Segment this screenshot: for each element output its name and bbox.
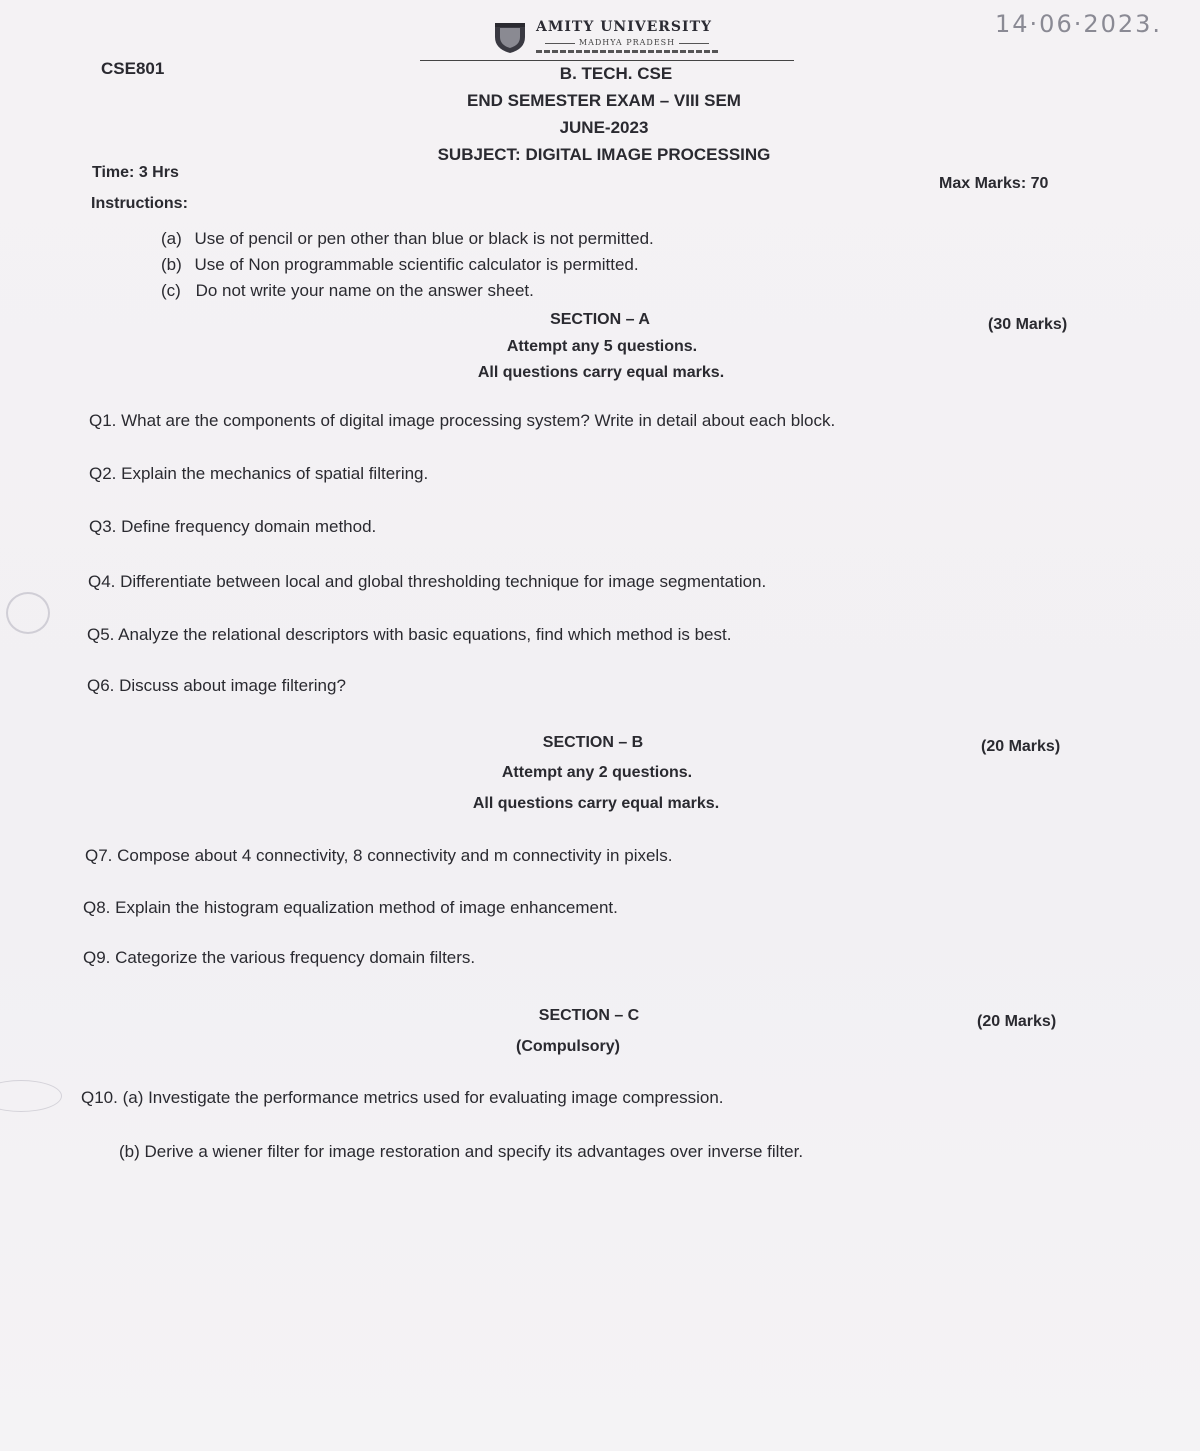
question-q10b: (b) Derive a wiener filter for image restoration and specify its advantages over inverse filter. — [119, 1142, 804, 1161]
instruction-marker: (b) — [161, 255, 182, 274]
question-q5: Q5. Analyze the relational descriptors with basic equations, find which method is best. — [87, 625, 732, 644]
question-q7: Q7. Compose about 4 connectivity, 8 connectivity and m connectivity in pixels. — [85, 846, 673, 865]
section-a-marks: (30 Marks) — [988, 316, 1068, 333]
section-c-marks: (20 Marks) — [977, 1013, 1057, 1030]
instruction-text: Use of pencil or pen other than blue or black is not permitted. — [194, 229, 654, 248]
handwritten-date: 14·06·2023. — [995, 10, 1163, 38]
section-b-note: All questions carry equal marks. — [472, 795, 720, 812]
instruction-text: Use of Non programmable scientific calculator is permitted. — [194, 255, 639, 274]
university-crest-icon — [492, 19, 528, 55]
question-q10a: Q10. (a) Investigate the performance metrics used for evaluating image compression. — [81, 1088, 724, 1107]
instruction-item — [161, 281, 534, 301]
instruction-marker: (a) — [161, 229, 182, 248]
section-c-compulsory: (Compulsory) — [516, 1038, 620, 1055]
question-q2: Q2. Explain the mechanics of spatial filtering. — [89, 464, 429, 483]
university-logo — [492, 17, 727, 59]
university-tagline-mark — [536, 50, 718, 53]
section-b-title: SECTION – B — [542, 734, 644, 751]
section-b-instruction: Attempt any 2 questions. — [501, 764, 693, 781]
exam-session: JUNE-2023 — [559, 118, 649, 137]
fold-mark — [0, 1080, 62, 1112]
instruction-text: Do not write your name on the answer sheet. — [195, 281, 534, 300]
header-rule — [420, 60, 794, 61]
section-c-title: SECTION – C — [538, 1007, 640, 1024]
section-a-note: All questions carry equal marks. — [477, 364, 725, 381]
subject-title: SUBJECT: DIGITAL IMAGE PROCESSING — [437, 145, 771, 164]
question-q9: Q9. Categorize the various frequency domain filters. — [83, 948, 476, 967]
instruction-item — [161, 229, 654, 249]
punch-hole-mark — [6, 592, 50, 634]
max-marks: Max Marks: 70 — [939, 175, 1049, 192]
question-q4: Q4. Differentiate between local and global thresholding technique for image segmentation. — [88, 572, 767, 591]
university-location: MADHYA PRADESH — [532, 38, 722, 47]
course-code: CSE801 — [101, 59, 165, 78]
section-a-instruction: Attempt any 5 questions. — [506, 338, 698, 355]
instruction-item — [161, 255, 639, 275]
section-a-title: SECTION – A — [550, 311, 650, 328]
exam-title: END SEMESTER EXAM – VIII SEM — [467, 91, 741, 110]
question-q8: Q8. Explain the histogram equalization method of image enhancement. — [83, 898, 618, 917]
section-b-marks: (20 Marks) — [981, 738, 1061, 755]
question-q6: Q6. Discuss about image filtering? — [87, 676, 346, 695]
question-q3: Q3. Define frequency domain method. — [89, 517, 377, 536]
question-q1: Q1. What are the components of digital image processing system? Write in detail about each block. — [89, 411, 836, 430]
program-title: B. TECH. CSE — [559, 64, 673, 83]
university-name: AMITY UNIVERSITY — [536, 19, 712, 35]
time-duration: Time: 3 Hrs — [92, 164, 179, 181]
instructions-heading: Instructions: — [91, 195, 188, 212]
instruction-marker: (c) — [161, 281, 181, 300]
